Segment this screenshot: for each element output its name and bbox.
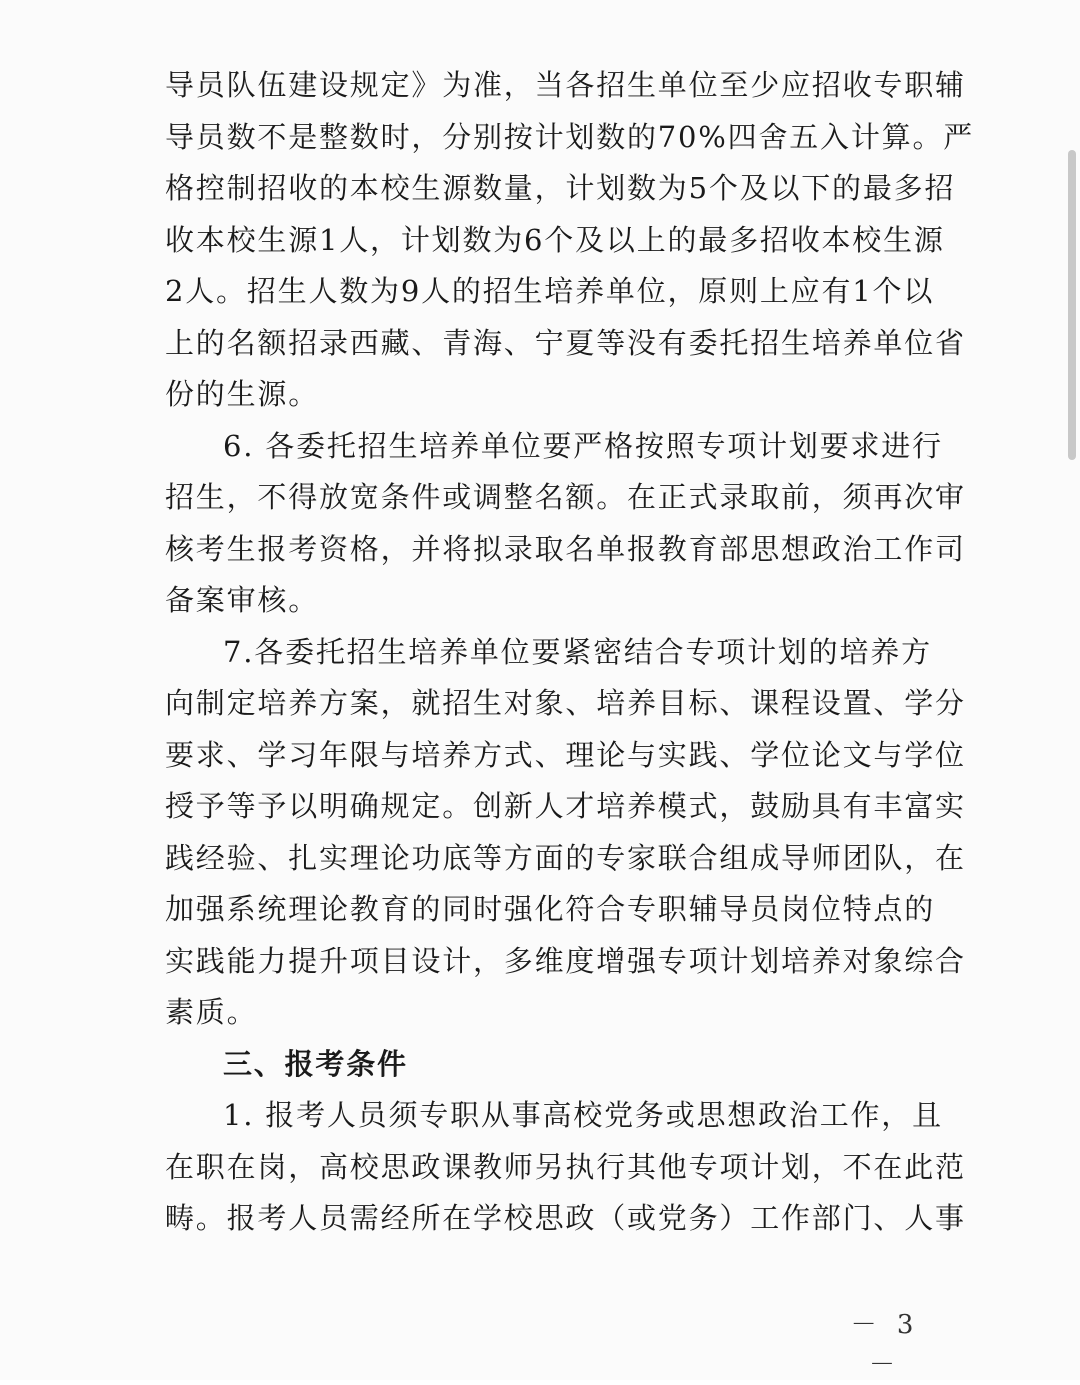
text-line: 加强系统理论教育的同时强化符合专职辅导员岗位特点的 [165, 892, 936, 926]
text-line: 导员数不是整数时，分别按计划数的70%四舍五入计算。严 [165, 119, 975, 154]
section-title: 三、报考条件 [223, 1046, 408, 1081]
text-line: 备案审核。 [165, 583, 320, 617]
section-heading [165, 1039, 915, 1091]
text-line: 2人。招生人数为9人的招生培养单位，原则上应有1个以 [165, 274, 935, 308]
text-line: 实践能力提升项目设计，多维度增强专项计划培养对象综合 [165, 943, 966, 978]
text-line: 素质。 [165, 995, 258, 1029]
text-line: 向制定培养方案，就招生对象、培养目标、课程设置、学分 [165, 686, 966, 720]
text-line: 要求、学习年限与培养方式、理论与实践、学位论文与学位 [165, 737, 966, 772]
paragraph-section3-item-1 [165, 1090, 966, 1245]
text-line: 收本校生源1人，计划数为6个及以上的最多招收本校生源 [165, 222, 945, 257]
text-line: 上的名额招录西藏、青海、宁夏等没有委托招生培养单位省 [165, 325, 966, 360]
paragraph-continuation [165, 60, 975, 421]
text-line: 格控制招收的本校生源数量，计划数为5个及以下的最多招 [165, 171, 956, 205]
text-line: 招生，不得放宽条件或调整名额。在正式录取前，须再次审 [165, 480, 966, 514]
text-line: 7.各委托招生培养单位要紧密结合专项计划的培养方 [223, 634, 932, 669]
text-line: 份的生源。 [165, 377, 320, 411]
page-number: － 3 － [850, 1310, 920, 1380]
paragraph-item-6 [165, 421, 966, 627]
text-line: 畴。报考人员需经所在学校思政（或党务）工作部门、人事 [165, 1201, 966, 1235]
text-line: 导员队伍建设规定》为准，当各招生单位至少应招收专职辅 [165, 68, 966, 102]
text-line: 践经验、扎实理论功底等方面的专家联合组成导师团队，在 [165, 840, 966, 875]
text-line: 核考生报考资格，并将拟录取名单报教育部思想政治工作司 [165, 531, 966, 566]
text-line: 授予等予以明确规定。创新人才培养模式，鼓励具有丰富实 [165, 789, 966, 823]
text-line: 在职在岗，高校思政课教师另执行其他专项计划，不在此范 [165, 1149, 966, 1184]
scrollbar[interactable] [1068, 150, 1076, 460]
text-line: 6. 各委托招生培养单位要严格按照专项计划要求进行 [223, 428, 943, 463]
text-line: 1. 报考人员须专职从事高校党务或思想政治工作，且 [223, 1098, 943, 1132]
paragraph-item-7 [165, 627, 966, 1039]
document-body [165, 60, 975, 1245]
